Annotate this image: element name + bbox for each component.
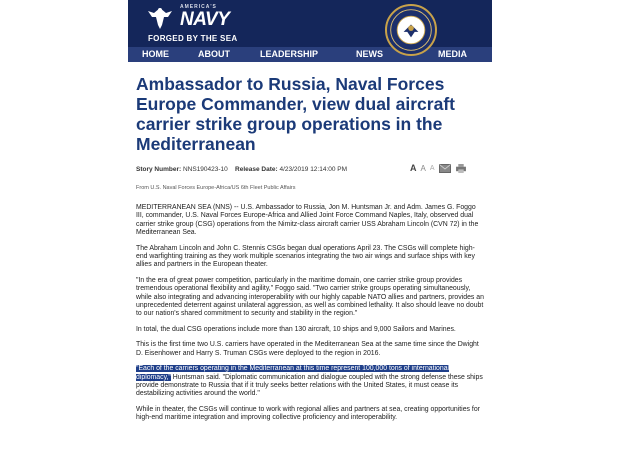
- release-date: 4/23/2019 12:14:00 PM: [279, 166, 348, 173]
- highlighted-selection[interactable]: "Each of the carriers operating in the Mediterranean at this time represent 100,000 tons of international diplomacy,": [136, 365, 450, 381]
- release-date-label: Release Date:: [235, 166, 278, 173]
- paragraph: The Abraham Lincoln and John C. Stennis CSGs began dual operations April 23. The CSGs will complete high-end warfighting training as they work multiple scenarios integrating the two air wings and surface ships with key allies and partners in the European theater.: [136, 244, 475, 269]
- main-nav: [128, 47, 492, 62]
- article-tools: [410, 163, 467, 173]
- quote-rest: Huntsman said. "Diplomatic communication and dialogue coupled with the strong defense these ships provide demonstrate to Russia that if it truly seeks better relations with the United States, it must cease its destabilizing activities around the world.": [136, 373, 483, 398]
- paragraph: While in theater, the CSGs will continue to work with regional allies and partners at sea, creating opportunities for high-end maritime integration and improving collective proficiency and interoperability.: [136, 405, 480, 422]
- page: [128, 0, 492, 465]
- story-number: NNS190423-10: [182, 166, 228, 173]
- paragraph: "In the era of great power competition, particularly in the maritime domain, one carrier strike group provides tremendous operational flexibility and agility," Foggo said. "Two carrier strike groups operating simultaneously, while also integrating and advancing interoperability with our highly capable NATO allies and partners, provides an unprecedented deterrent against unilateral aggression, as well as combined lethality. It also should leave no doubt to our nation's shared commitment to security and stability in the region.": [136, 276, 484, 318]
- brand-small: AMERICA'S: [180, 4, 217, 10]
- font-size-large-button[interactable]: A: [410, 163, 417, 173]
- quote-paragraph: [136, 365, 484, 399]
- navy-seal-icon: [385, 4, 437, 56]
- paragraph: MEDITERRANEAN SEA (NNS) -- U.S. Ambassador to Russia, Jon M. Huntsman Jr. and Adm. James G. Foggo III, commander, U.S. Naval Forces Europe-Africa and Allied Joint Force Command Naples, Italy, observed dual carrier strike group (CSG) operations from the Nimitz-class aircraft carrier USS Abraham Lincoln (CVN 72) in the Mediterranean Sea.: [136, 204, 479, 237]
- paragraph: In total, the dual CSG operations include more than 130 aircraft, 10 ships and 9,000 Sailors and Marines.: [136, 325, 456, 333]
- article-meta: [136, 166, 347, 173]
- brand-tagline: FORGED BY THE SEA: [148, 34, 238, 43]
- story-number-label: Story Number:: [136, 166, 182, 173]
- article-title: Ambassador to Russia, Naval Forces Europe Commander, view dual aircraft carrier strike group operations in the Mediterranean: [136, 74, 455, 154]
- font-size-medium-button[interactable]: A: [420, 163, 426, 173]
- nav-about[interactable]: ABOUT: [198, 49, 230, 59]
- email-icon[interactable]: [439, 164, 451, 173]
- nav-leadership[interactable]: LEADERSHIP: [260, 49, 319, 59]
- navy-eagle-icon[interactable]: [146, 5, 174, 31]
- brand-logo[interactable]: NAVY: [180, 9, 230, 30]
- paragraph: This is the first time two U.S. carriers have operated in the Mediterranean Sea at the same time since the Dwight D. Eisenhower and Harry S. Truman CSGs were deployed to the region in 2016.: [136, 341, 479, 357]
- header-banner: [128, 0, 492, 47]
- article-body: [136, 204, 484, 430]
- nav-home[interactable]: HOME: [142, 49, 169, 59]
- print-icon[interactable]: [455, 164, 467, 173]
- nav-news[interactable]: NEWS: [356, 49, 383, 59]
- nav-media[interactable]: MEDIA: [438, 49, 467, 59]
- font-size-small-button[interactable]: A: [429, 164, 435, 172]
- article-source: From U.S. Naval Forces Europe-Africa/US 6th Fleet Public Affairs: [136, 185, 296, 191]
